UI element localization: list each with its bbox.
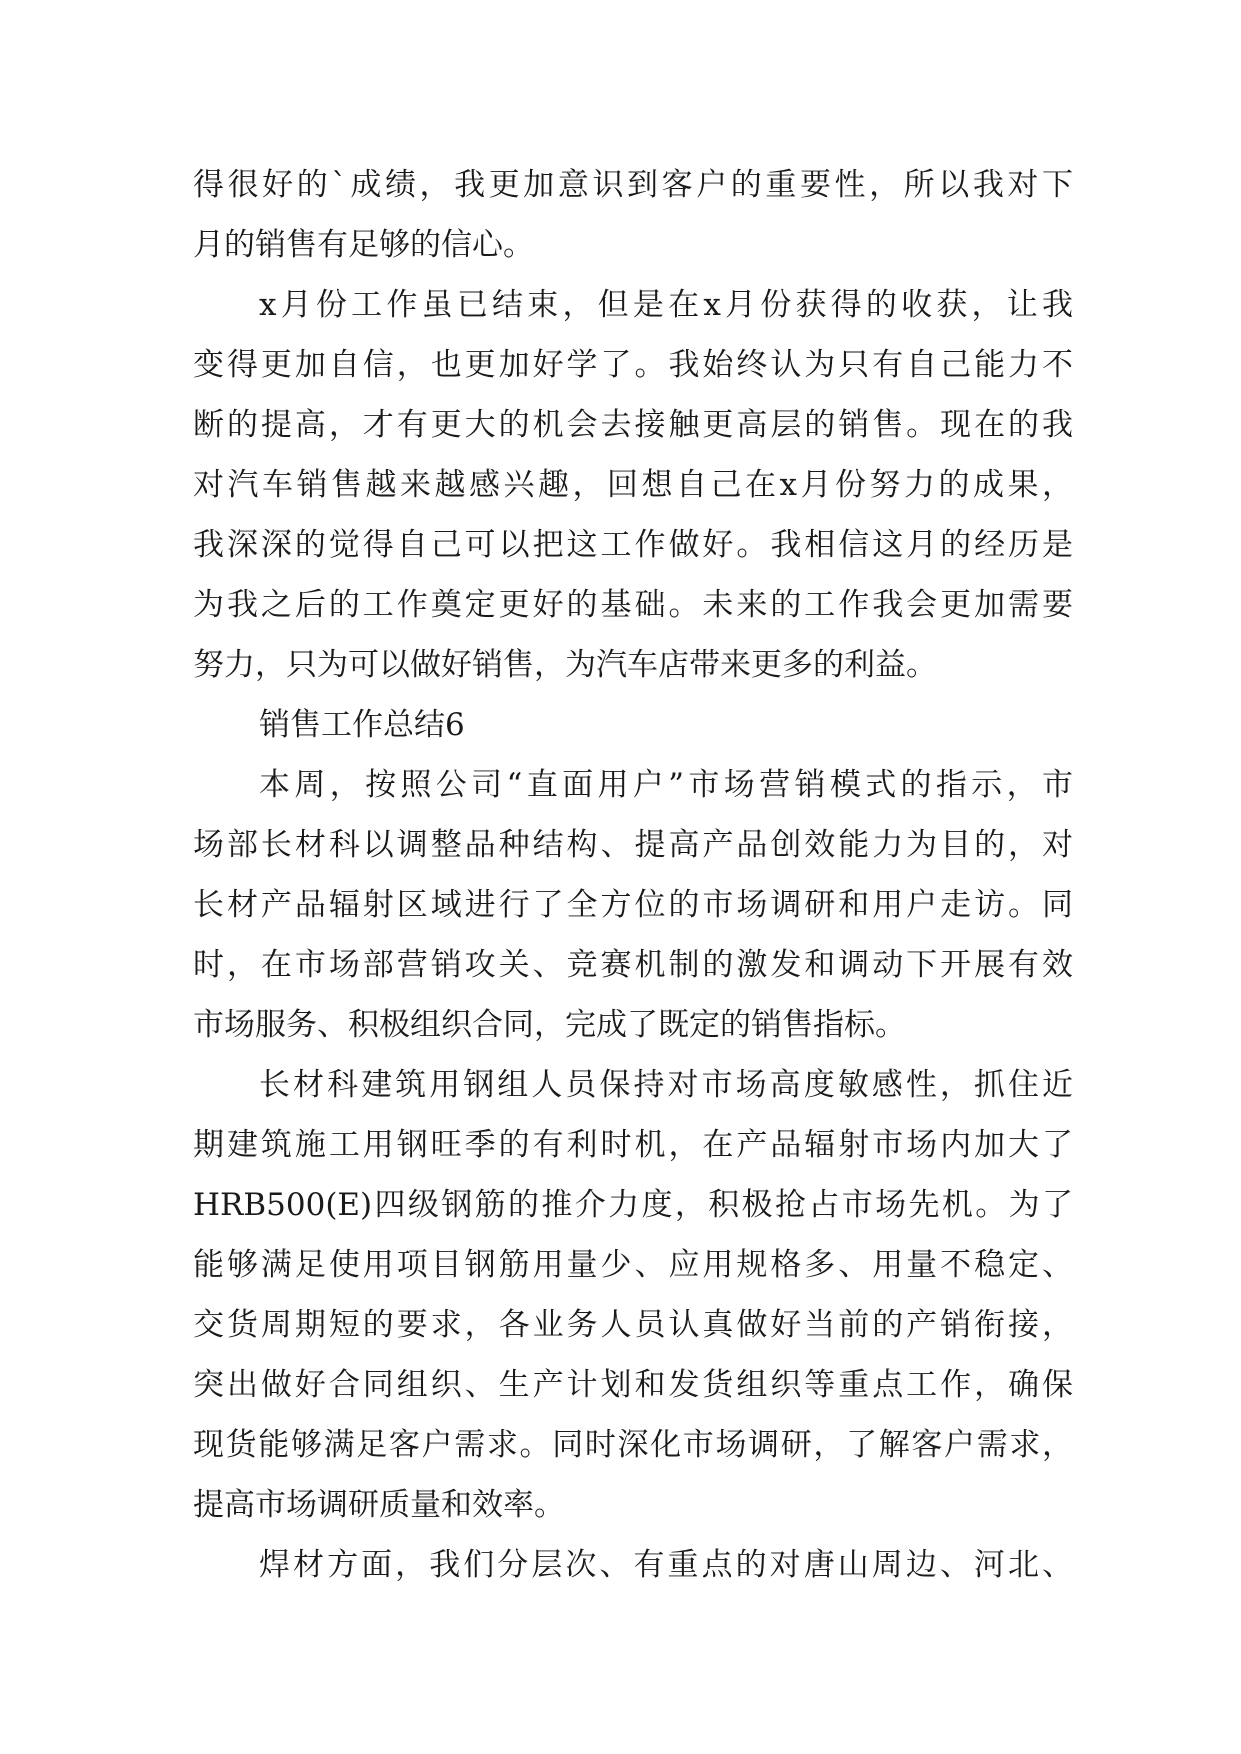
text-line: 时，在市场部营销攻关、竞赛机制的激发和调动下开展有效 bbox=[193, 947, 1073, 983]
text-line: 期建筑施工用钢旺季的有利时机，在产品辐射市场内加大了 bbox=[193, 1127, 1073, 1163]
text-line: 努力，只为可以做好销售，为汽车店带来更多的利益。 bbox=[193, 647, 937, 683]
text-line: 突出做好合同组织、生产计划和发货组织等重点工作，确保 bbox=[193, 1367, 1073, 1403]
text-line: 提高市场调研质量和效率。 bbox=[193, 1487, 565, 1523]
text-line: 能够满足使用项目钢筋用量少、应用规格多、用量不稳定、 bbox=[193, 1247, 1073, 1283]
section-heading: 销售工作总结6 bbox=[259, 707, 465, 743]
text-line: 变得更加自信，也更加好学了。我始终认为只有自己能力不 bbox=[193, 347, 1073, 383]
text-line: 断的提高，才有更大的机会去接触更高层的销售。现在的我 bbox=[193, 407, 1073, 443]
text-line: 现货能够满足客户需求。同时深化市场调研，了解客户需求， bbox=[193, 1427, 1073, 1463]
text-line: x月份工作虽已结束，但是在x月份获得的收获，让我 bbox=[259, 287, 1073, 323]
text-line: 长材产品辐射区域进行了全方位的市场调研和用户走访。同 bbox=[193, 887, 1073, 923]
text-line: 对汽车销售越来越感兴趣，回想自己在x月份努力的成果， bbox=[193, 467, 1073, 503]
text-line: 月的销售有足够的信心。 bbox=[193, 227, 534, 263]
text-line: HRB500(E)四级钢筋的推介力度，积极抢占市场先机。为了 bbox=[193, 1187, 1073, 1223]
text-line: 我深深的觉得自己可以把这工作做好。我相信这月的经历是 bbox=[193, 527, 1073, 563]
text-line: 市场服务、积极组织合同，完成了既定的销售指标。 bbox=[193, 1007, 906, 1043]
document-body bbox=[193, 155, 1073, 1595]
text-line: 交货周期短的要求，各业务人员认真做好当前的产销衔接， bbox=[193, 1307, 1073, 1343]
text-line: 焊材方面，我们分层次、有重点的对唐山周边、河北、 bbox=[259, 1547, 1073, 1583]
text-line: 为我之后的工作奠定更好的基础。未来的工作我会更加需要 bbox=[193, 587, 1073, 623]
text-line: 得很好的`成绩，我更加意识到客户的重要性，所以我对下 bbox=[193, 167, 1073, 203]
text-line: 本周，按照公司“直面用户”市场营销模式的指示，市 bbox=[259, 767, 1073, 803]
text-line: 场部长材科以调整品种结构、提高产品创效能力为目的，对 bbox=[193, 827, 1073, 863]
text-line: 长材科建筑用钢组人员保持对市场高度敏感性，抓住近 bbox=[259, 1067, 1073, 1103]
